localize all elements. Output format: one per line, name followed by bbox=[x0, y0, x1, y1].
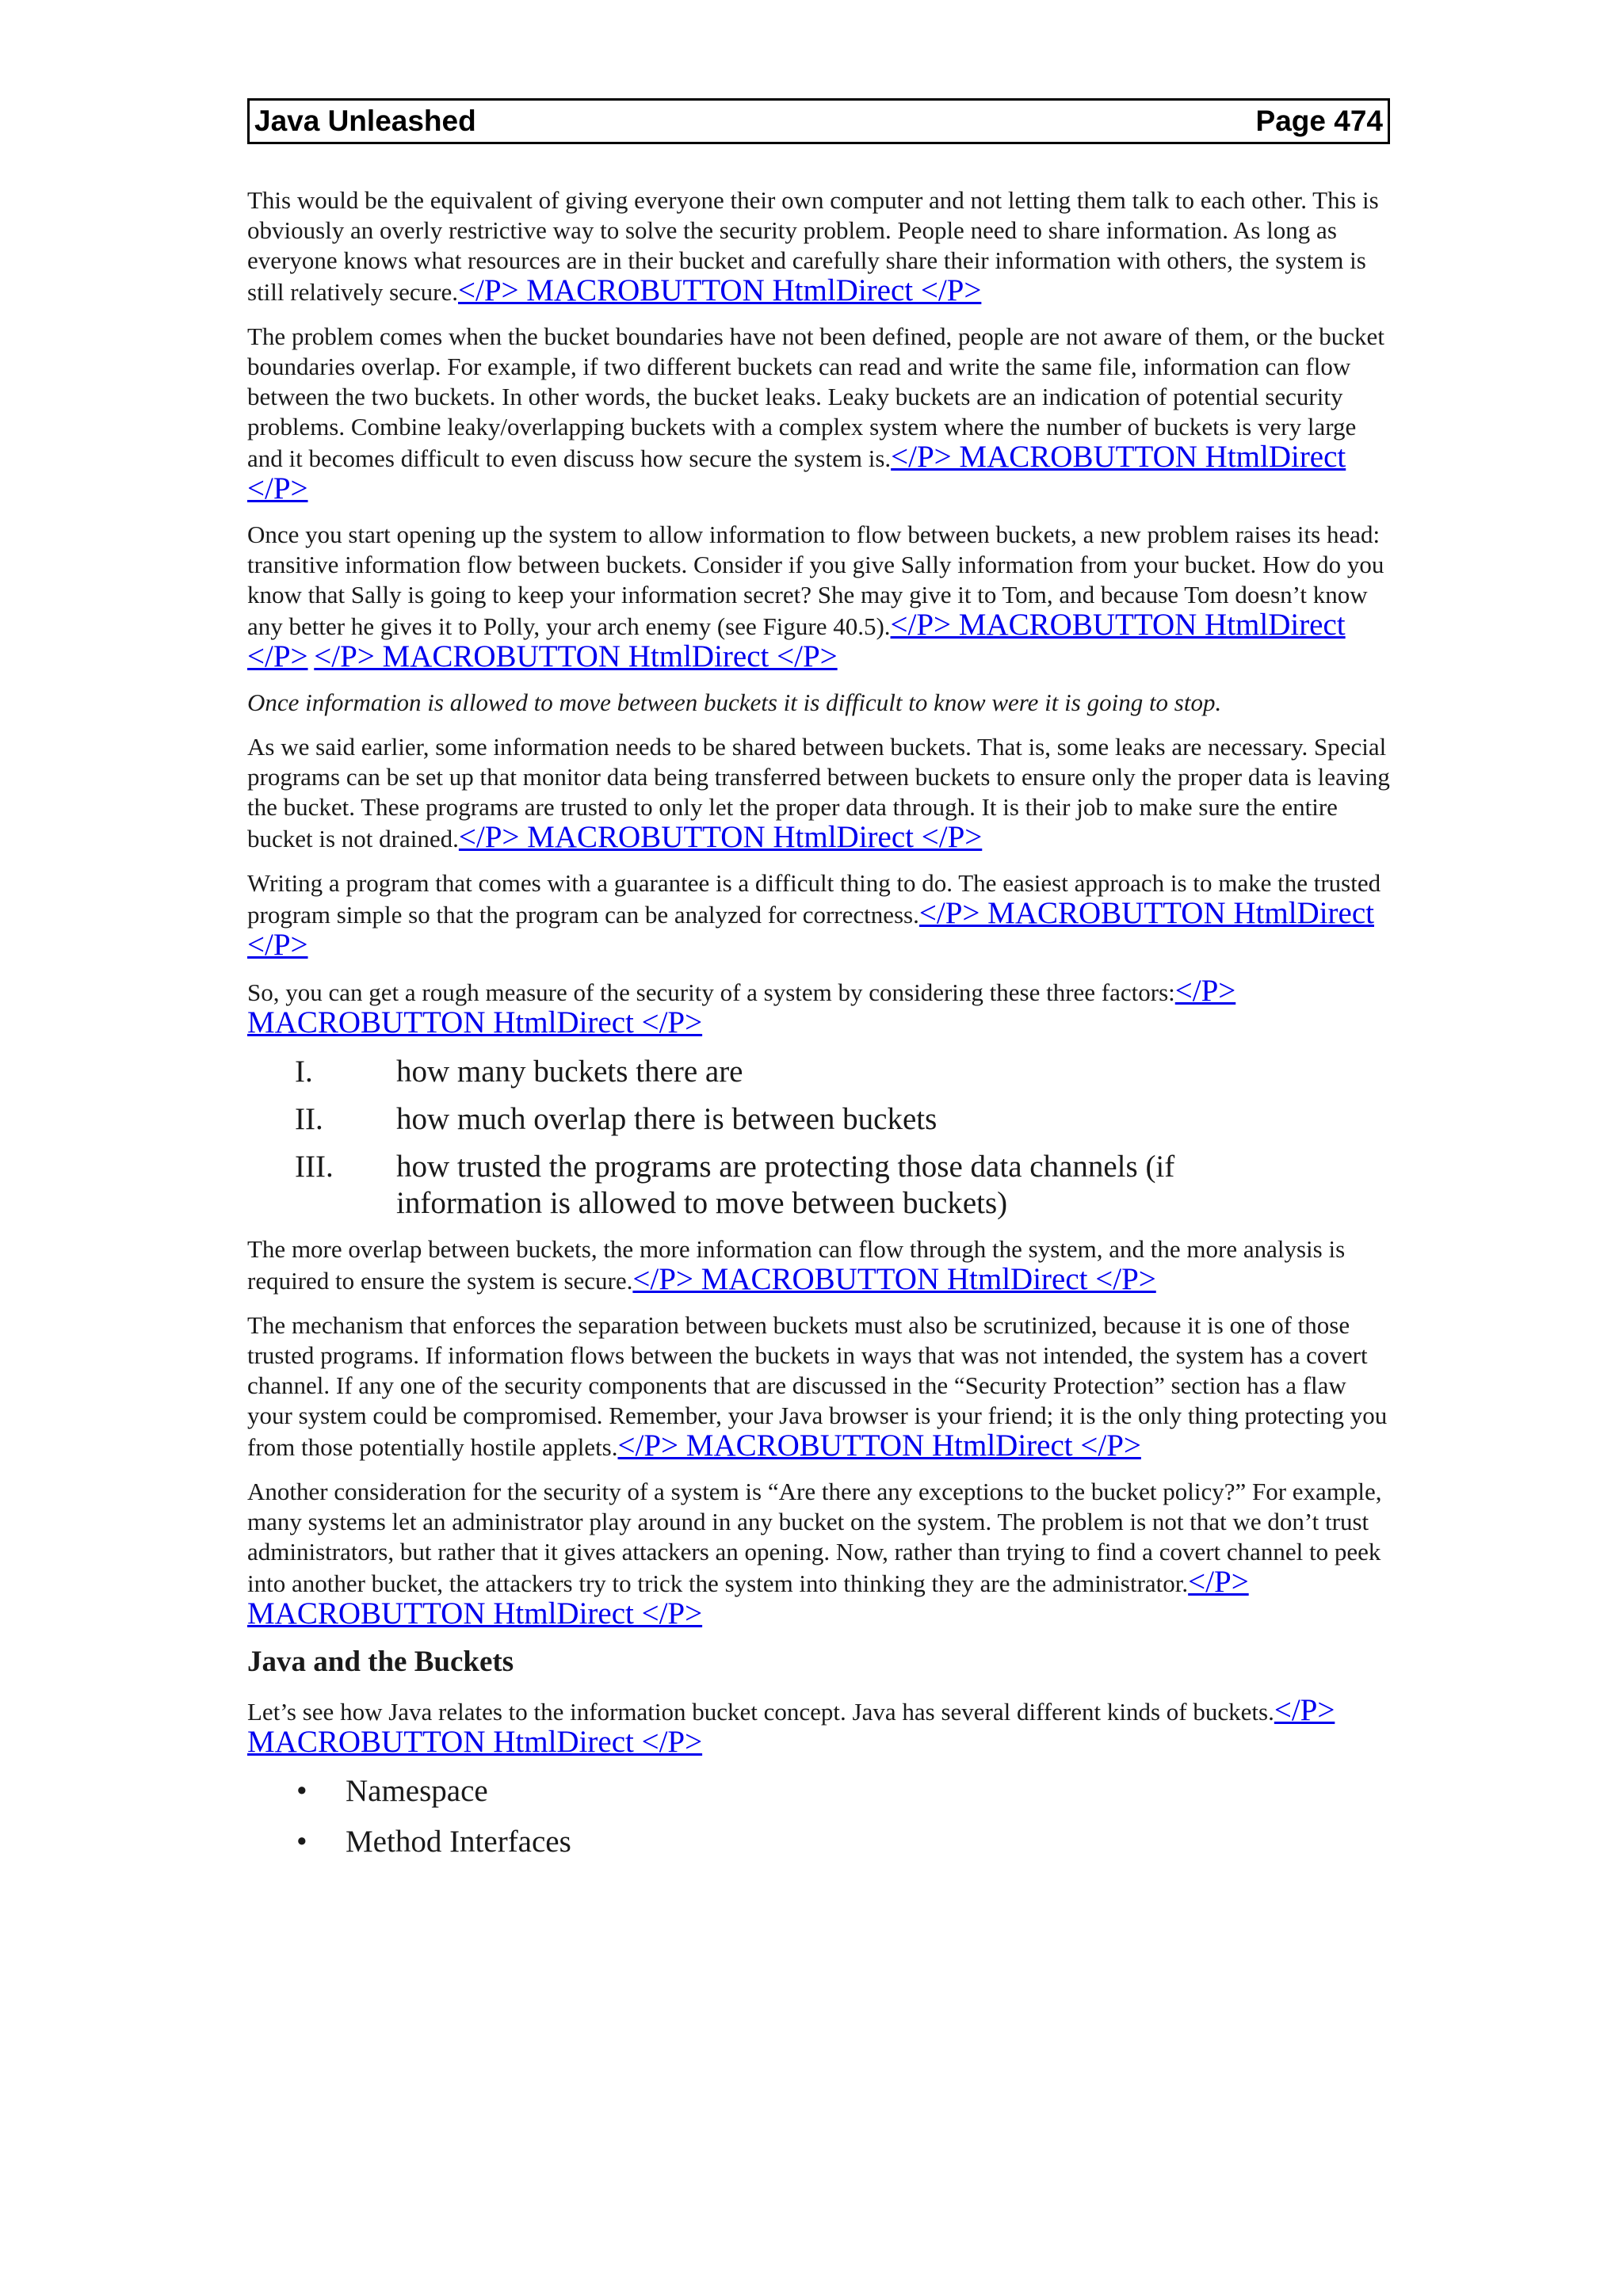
paragraph: The mechanism that enforces the separation between buckets must also be scrutinized, because it is one of those trusted programs. If information flows between the buckets in ways that was not intended, the system has a covert channel. If any one of the security components that are discussed in the “Security Protection” section has a flaw your system could be compromised. Remember, your Java browser is your friend; it is the only thing protecting you from those potentially hostile applets.</P> MACROBUTTON HtmlDirect </P> bbox=[247, 1311, 1388, 1463]
html-direct-link[interactable]: </P> MACROBUTTON HtmlDirect </P> bbox=[632, 1262, 1156, 1296]
paragraph: As we said earlier, some information needs to be shared between buckets. That is, some leaks are necessary. Special programs can be set up that monitor data being transferred between buckets to ensure only the proper data is leaving the bucket. These programs are trusted to only let the proper data through. It is their job to make sure the entire bucket is not drained.</P> MACROBUTTON HtmlDirect </P> bbox=[247, 733, 1390, 854]
list-item: II. how much overlap there is between buckets bbox=[295, 1102, 938, 1136]
paragraph: Writing a program that comes with a guarantee is a difficult thing to do. The easiest approach is to make the trusted program simple so that the program can be analyzed for correctness.</P> MACROBUTTON HtmlDirect </P> bbox=[247, 869, 1381, 962]
factors-list bbox=[247, 1054, 1390, 1222]
page-header bbox=[247, 98, 1390, 144]
paragraph: Another consideration for the security of a system is “Are there any exceptions to the bucket policy?” For example, many systems let an administrator play around in any bucket on the system. The problem is not that we don’t trust administrators, but rather that it gives attackers an opening. Now, rather than trying to find a covert channel to peek into another bucket, the attackers try to trick the system into thinking they are the administrator.</P> MACROBUTTON HtmlDirect </P> bbox=[247, 1478, 1382, 1630]
html-direct-link[interactable]: </P> MACROBUTTON HtmlDirect </P> bbox=[247, 440, 1346, 505]
html-direct-link[interactable]: </P> MACROBUTTON HtmlDirect </P> bbox=[247, 974, 1236, 1039]
paragraph: So, you can get a rough measure of the security of a system by considering these three factors:</P> MACROBUTTON HtmlDirect </P> bbox=[247, 974, 1236, 1039]
html-direct-link[interactable]: </P> MACROBUTTON HtmlDirect </P> bbox=[247, 608, 1346, 673]
list-item: • Method Interfaces bbox=[247, 1824, 1390, 1860]
list-item: I. how many buckets there are bbox=[295, 1055, 743, 1089]
list-item: • Namespace bbox=[247, 1773, 1390, 1810]
html-direct-link[interactable]: </P> MACROBUTTON HtmlDirect </P> bbox=[247, 1565, 1249, 1630]
section-heading: Java and the Buckets bbox=[247, 1646, 514, 1678]
paragraph: Let’s see how Java relates to the information bucket concept. Java has several different kinds of buckets.</P> MACROBUTTON HtmlDirect </P> bbox=[247, 1693, 1335, 1759]
list-item: III. how trusted the programs are protecting those data channels (if information is allowed to move between buckets) bbox=[295, 1150, 1175, 1220]
html-direct-link[interactable]: </P> MACROBUTTON HtmlDirect </P> bbox=[247, 896, 1374, 962]
paragraph: The more overlap between buckets, the more information can flow through the system, and the more analysis is required to ensure the system is secure.</P> MACROBUTTON HtmlDirect </P> bbox=[247, 1235, 1346, 1296]
bullet-icon: • bbox=[296, 1825, 307, 1859]
bucket-types-list bbox=[247, 1773, 1390, 1860]
figure-caption: Once information is allowed to move between buckets it is difficult to know were it is going to stop. bbox=[247, 688, 1222, 716]
paragraph: Once you start opening up the system to allow information to flow between buckets, a new problem raises its head: transitive information flow between buckets. Consider if you give Sally information from your bucket. How do you know that Sally is going to keep your information secret? She may give it to Tom, and because Tom doesn’t know any better he gives it to Polly, your arch enemy (see Figure 40.5).</P> MACROBUTTON HtmlDirect </P> </P> MACROBUTTON HtmlDirect </P> bbox=[247, 521, 1384, 673]
html-direct-link[interactable]: </P> MACROBUTTON HtmlDirect </P> bbox=[617, 1428, 1141, 1463]
html-direct-link[interactable]: </P> MACROBUTTON HtmlDirect </P> bbox=[247, 1693, 1335, 1759]
document-page bbox=[247, 98, 1390, 1875]
paragraph: The problem comes when the bucket boundaries have not been defined, people are not aware of them, or the bucket boundaries overlap. For example, if two different buckets can read and write the same file, information can flow between the two buckets. In other words, the bucket leaks. Leaky buckets are an indication of potential security problems. Combine leaky/overlapping buckets with a complex system where the number of buckets is very large and it becomes difficult to even discuss how secure the system is.</P> MACROBUTTON HtmlDirect </P> bbox=[247, 322, 1384, 505]
bullet-icon: • bbox=[296, 1774, 307, 1808]
html-direct-link[interactable]: </P> MACROBUTTON HtmlDirect </P> bbox=[458, 820, 983, 854]
paragraph: This would be the equivalent of giving everyone their own computer and not letting them talk to each other. This is obviously an overly restrictive way to solve the security problem. People need to share information. As long as everyone knows what resources are in their bucket and carefully share their information with others, the system is still relatively secure.</P> MACROBUTTON HtmlDirect </P> bbox=[247, 186, 1379, 307]
html-direct-link[interactable]: </P> MACROBUTTON HtmlDirect </P> bbox=[314, 639, 838, 673]
book-title: Java Unleashed bbox=[254, 105, 476, 137]
page-number: Page 474 bbox=[1255, 105, 1383, 137]
html-direct-link[interactable]: </P> MACROBUTTON HtmlDirect </P> bbox=[457, 273, 982, 307]
page-body bbox=[247, 185, 1390, 1860]
